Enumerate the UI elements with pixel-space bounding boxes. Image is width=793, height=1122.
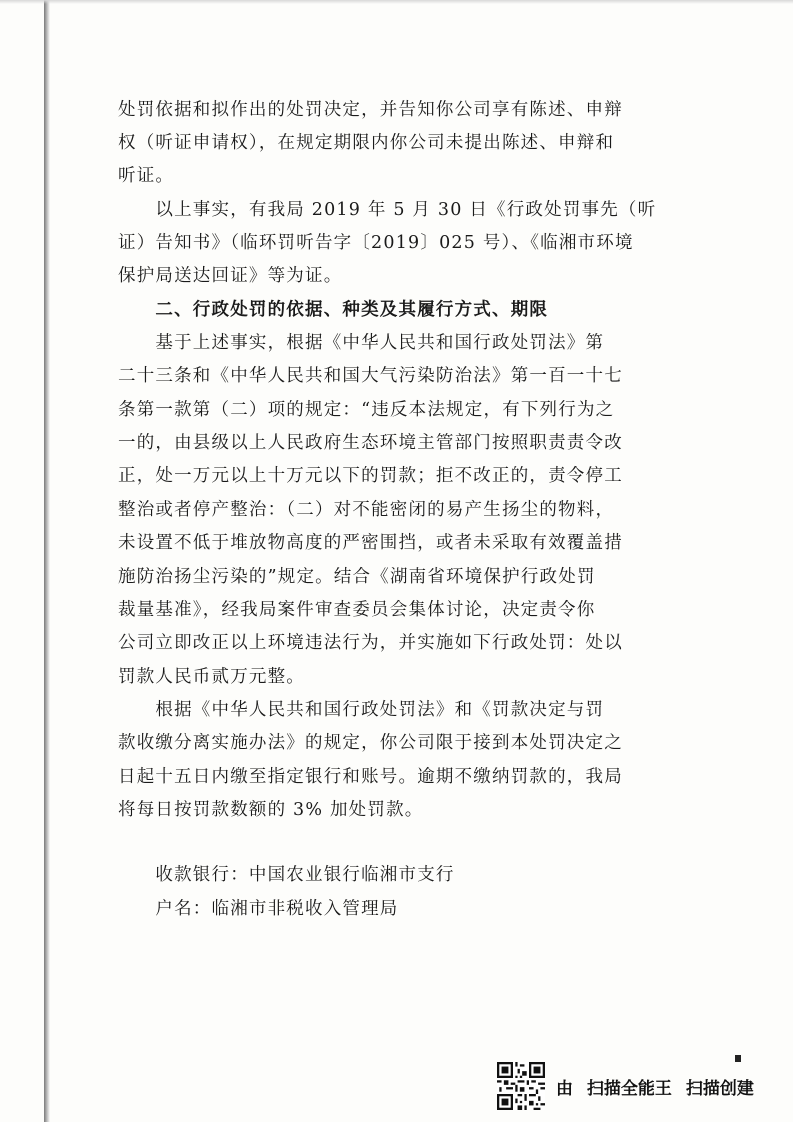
- paragraph-line: 罚款人民币贰万元整。: [118, 667, 305, 687]
- paragraph-line: 权（听证申请权），在规定期限内你公司未提出陈述、申辩和: [118, 133, 615, 153]
- paragraph-line: 一的，由县级以上人民政府生态环境主管部门按照职责责令改: [118, 433, 623, 453]
- paragraph-line: 款收缴分离实施办法》的规定，你公司限于接到本处罚决定之: [118, 733, 623, 753]
- watermark-prefix: 由: [556, 1079, 573, 1099]
- paragraph-line: 施防治扬尘污染的”规定。结合《湖南省环境保护行政处罚: [118, 567, 596, 587]
- paragraph-line: 二十三条和《中华人民共和国大气污染防治法》第一百一十七: [118, 366, 623, 386]
- watermark-suffix: 扫描创建: [685, 1079, 754, 1099]
- watermark-app-name: 扫描全能王: [586, 1079, 672, 1099]
- paragraph-line: 日起十五日内缴至指定银行和账号。逾期不缴纳罚款的，我局: [118, 767, 623, 787]
- paragraph-line: 证）告知书》（临环罚听告字〔2019〕025 号）、《临湘市环境: [118, 233, 634, 253]
- paragraph-line: 听证。: [118, 166, 175, 186]
- paragraph-line: 基于上述事实，根据《中华人民共和国行政处罚法》第: [118, 333, 605, 353]
- scan-top-edge: [0, 0, 793, 4]
- paragraph-line: 将每日按罚款数额的 3% 加处罚款。: [118, 800, 424, 820]
- paragraph-line: 处罚依据和拟作出的处罚决定，并告知你公司享有陈述、申辩: [118, 100, 623, 120]
- qr-code-icon: [497, 1062, 545, 1110]
- paragraph-line: 正，处一万元以上十万元以下的罚款；拒不改正的，责令停工: [118, 466, 623, 486]
- paragraph-line: 以上事实，有我局 2019 年 5 月 30 日《行政处罚事先（听: [118, 200, 657, 220]
- scan-binding-edge: [44, 0, 50, 1122]
- scanner-watermark: [556, 1074, 754, 1099]
- bank-line: 收款银行：中国农业银行临湘市支行: [118, 865, 455, 885]
- paragraph-line: 根据《中华人民共和国行政处罚法》和《罚款决定与罚: [118, 700, 605, 720]
- paragraph-line: 裁量基准》，经我局案件审查委员会集体讨论，决定责令你: [118, 600, 596, 620]
- paragraph-line: 整治或者停产整治：（二）对不能密闭的易产生扬尘的物料，: [118, 500, 615, 520]
- section-heading: 二、行政处罚的依据、种类及其履行方式、期限: [118, 300, 549, 320]
- paragraph-line: 未设置不低于堆放物高度的严密围挡，或者未采取有效覆盖措: [118, 533, 623, 553]
- paragraph-line: 公司立即改正以上环境违法行为，并实施如下行政处罚：处以: [118, 633, 623, 653]
- corner-mark: [735, 1055, 741, 1062]
- paragraph-line: 保护局送达回证》等为证。: [118, 266, 343, 286]
- paragraph-line: 条第一款第（二）项的规定：“违反本法规定，有下列行为之: [118, 400, 615, 420]
- account-name-line: 户名：临湘市非税收入管理局: [118, 899, 399, 919]
